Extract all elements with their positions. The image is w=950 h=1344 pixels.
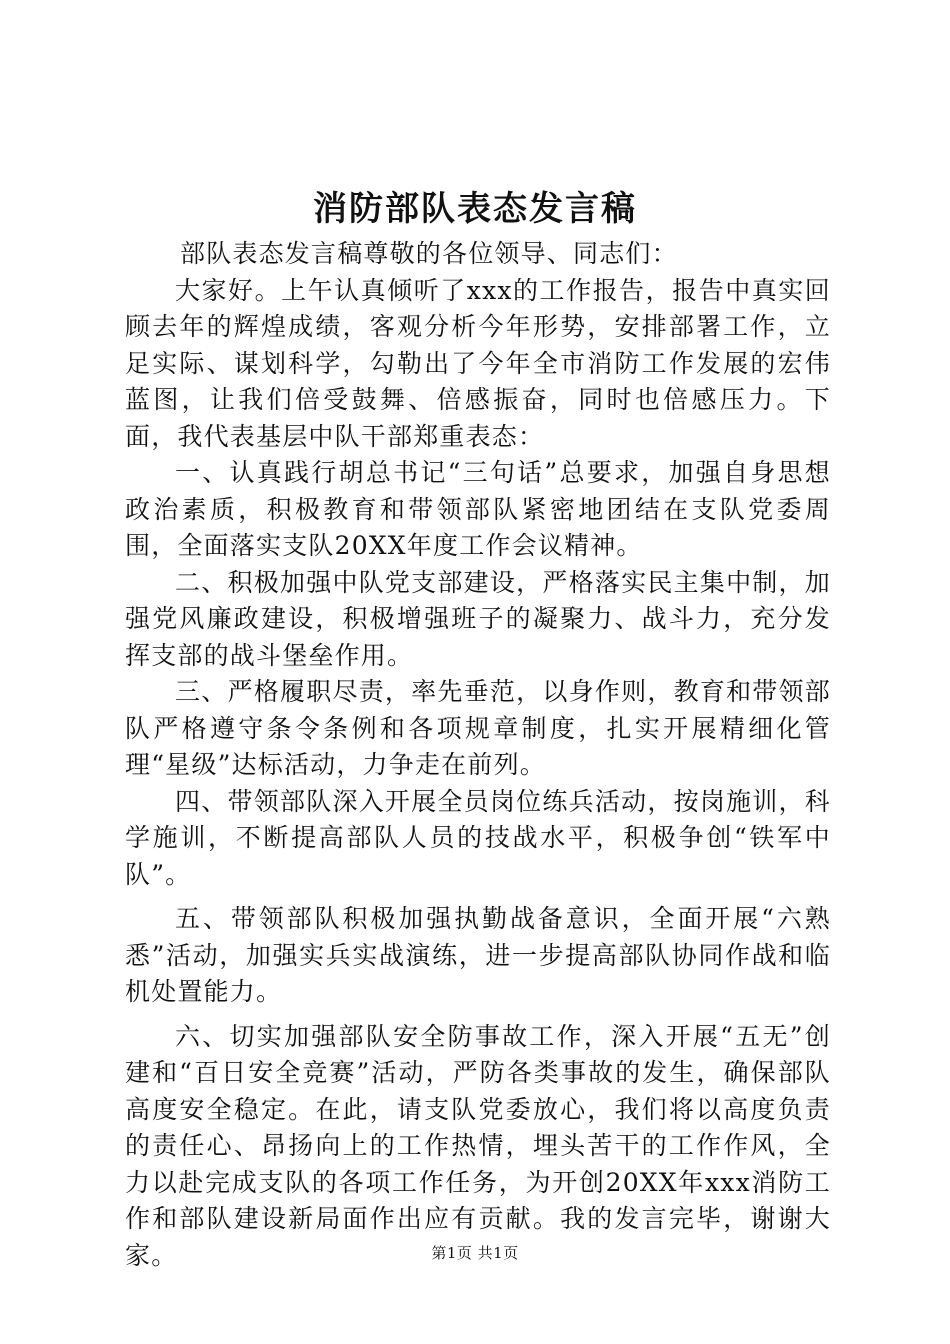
pledge-paragraph-5: 五、带领部队积极加强执勤战备意识，全面开展“六熟悉”活动，加强实兵实战演练，进一步提高部队协同作战和临机处置能力。 <box>125 904 831 1006</box>
pledge-paragraph-1: 一、认真践行胡总书记“三句话”总要求，加强自身思想政治素质，积极教育和带领部队紧密地团结在支队党委周围，全面落实支队20XX年度工作会议精神。 <box>125 458 831 560</box>
document-body <box>125 236 831 1274</box>
salutation-paragraph: 部队表态发言稿尊敬的各位领导、同志们： <box>180 239 678 268</box>
pledge-paragraph-4: 四、带领部队深入开展全员岗位练兵活动，按岗施训，科学施训，不断提高部队人员的技战水平，积极争创“铁军中队”。 <box>125 786 831 889</box>
opening-paragraph: 大家好。上午认真倾听了xxx的工作报告，报告中真实回顾去年的辉煌成绩，客观分析今年形势，安排部署工作，立足实际、谋划科学，勾勒出了今年全市消防工作发展的宏伟蓝图，让我们倍受鼓舞、倍感振奋，同时也倍感压力。下面，我代表基层中队干部郑重表态： <box>125 275 831 451</box>
pledge-paragraph-6: 六、切实加强部队安全防事故工作，深入开展“五无”创建和“百日安全竞赛”活动，严防各类事故的发生，确保部队高度安全稳定。在此，请支队党委放心，我们将以高度负责的责任心、昂扬向上的工作热情，埋头苦干的工作作风，全力以赴完成支队的各项工作任务，为开创20XX年xxx消防工作和部队建设新局面作出应有贡献。我的发言完毕，谢谢大家。 <box>125 1021 831 1270</box>
pledge-paragraph-3: 三、严格履职尽责，率先垂范，以身作则，教育和带领部队严格遵守条令条例和各项规章制度，扎实开展精细化管理“星级”达标活动，力争走在前列。 <box>125 677 831 779</box>
pledge-paragraph-2: 二、积极加强中队党支部建设，严格落实民主集中制，加强党风廉政建设，积极增强班子的凝聚力、战斗力，充分发挥支部的战斗堡垒作用。 <box>125 567 831 670</box>
page-number-footer: 第1页 共1页 <box>431 1244 519 1262</box>
document-title: 消防部队表态发言稿 <box>313 189 637 229</box>
